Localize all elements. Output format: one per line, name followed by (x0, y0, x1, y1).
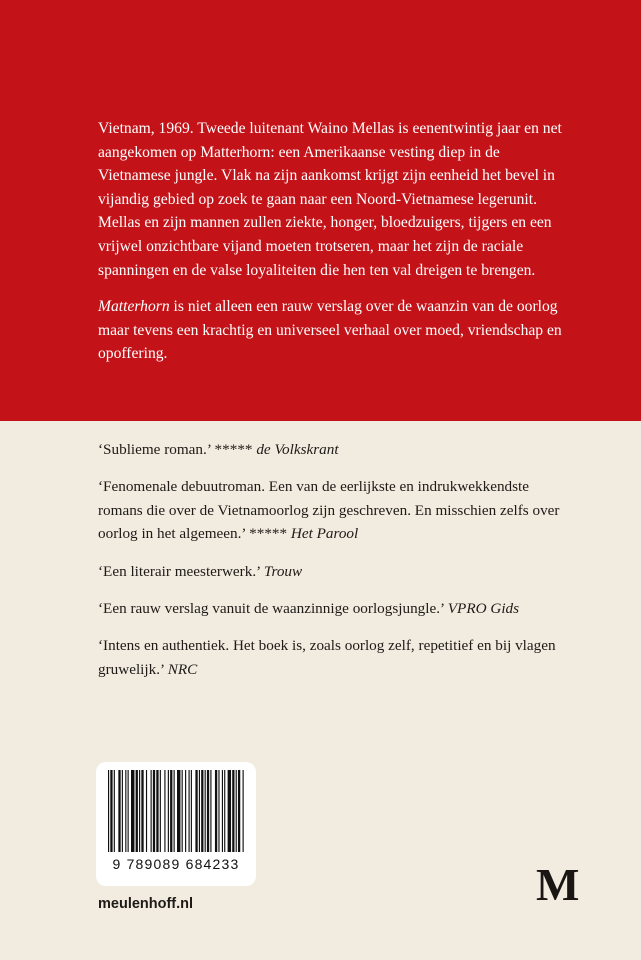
review-source: NRC (167, 660, 198, 678)
review-source: VPRO Gids (447, 600, 520, 618)
synopsis-paragraph-2-text: is niet alleen een rauw verslag over de waanzin van de oorlog maar tevens een krachtig en universeel verhaal over moed, vriendschap en opoffering. (98, 298, 562, 363)
synopsis (98, 117, 568, 379)
review-quote: ‘Intens en authentiek. Het boek is, zoals oorlog zelf, repetitief en bij vlagen gruwelijk.’ NRC (98, 637, 556, 678)
isbn-number: 9 789089 684233 (112, 856, 240, 872)
book-title: Matterhorn (98, 298, 170, 316)
barcode (96, 762, 256, 886)
synopsis-paragraph-1: Vietnam, 1969. Tweede luitenant Waino Mellas is eenentwintig jaar en net aangekomen op Matterhorn: een Amerikaanse vesting diep in de Vietnamese jungle. Vlak na zijn aankomst krijgt zijn eenheid het bevel in vijandig gebied op zoek te gaan naar een Noord-Vietnamese legerunit. Mellas en zijn mannen zullen ziekte, honger, bloedzuigers, tijgers en een vrijwel onzichtbare vijand moeten trotseren, maar het zijn de raciale spanningen en de valse loyaliteiten die hen ten val dreigen te brengen. (98, 120, 562, 279)
review-quote: ‘Sublieme roman.’ ***** de Volkskrant (98, 441, 339, 458)
review-source: Trouw (263, 562, 303, 580)
review-quote: ‘Fenomenale debuutroman. Een van de eerlijkste en indrukwekkendste romans die over de Vietnamoorlog zijn geschreven. En misschien zelfs over oorlog in het algemeen.’ ***** Het Parool (98, 478, 560, 543)
review-source: de Volkskrant (256, 441, 339, 458)
publisher-url: meulenhoff.nl (98, 896, 194, 912)
review-quote: ‘Een rauw verslag vanuit de waanzinnige oorlogsjungle.’ VPRO Gids (98, 600, 520, 618)
review-quote: ‘Een literair meesterwerk.’ Trouw (98, 562, 303, 580)
review-source: Het Parool (290, 525, 359, 543)
synopsis-paragraph-2 (98, 295, 568, 366)
publisher-logo: M (536, 859, 580, 910)
reviews (98, 438, 568, 695)
